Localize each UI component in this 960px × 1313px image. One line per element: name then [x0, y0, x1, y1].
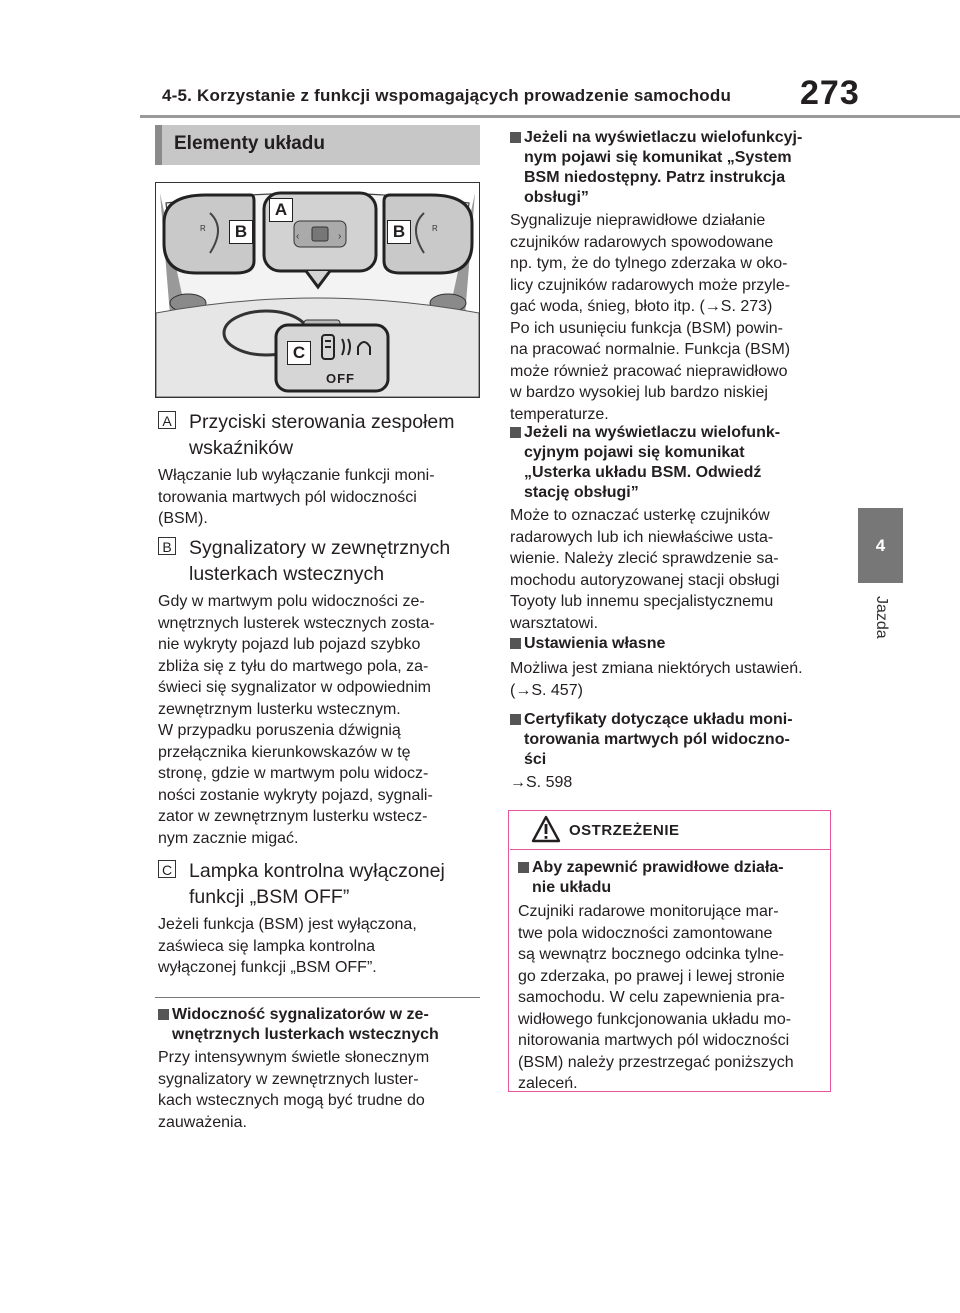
svg-text:‹: ‹: [296, 231, 300, 242]
text-line: zator w zewnętrznym lusterku wstecz-: [158, 808, 428, 825]
chapter-tab: [858, 508, 903, 583]
text-line: Możliwa jest zmiana niektórych ustawień.: [510, 660, 803, 677]
warning-body: [518, 901, 828, 1095]
text-line: BSM niedostępny. Patrz instrukcja: [524, 169, 786, 186]
callout-b-right: B: [387, 220, 411, 244]
callout-a: A: [269, 198, 293, 222]
text-line: warsztatowi.: [510, 614, 599, 632]
text-line: nym zacznie migać.: [158, 829, 299, 847]
page-number: 273: [800, 74, 860, 112]
note-divider: [155, 997, 480, 998]
item-c-body: [158, 914, 480, 979]
note-heading-text: [532, 858, 784, 898]
text-line: gać woda, śnieg, błoto itp. (→S. 273): [510, 298, 773, 315]
text-line: są wewnątrz bocznego odcinka tylne-: [518, 946, 784, 963]
text-line: twe pola widoczności zamontowane: [518, 924, 773, 942]
chapter-label: Jazda: [873, 596, 890, 639]
text-line: może również pracować nieprawidłowo: [510, 362, 788, 380]
dashboard-illustration-svg: [156, 183, 479, 397]
text-line: Jeżeli funkcja (BSM) jest wyłączona,: [158, 916, 417, 933]
warning-title: OSTRZEŻENIE: [569, 822, 680, 839]
text-line: mochodu autoryzowanej stacji obsługi: [510, 571, 780, 589]
text-line: zewnętrznym lusterku wstecznym.: [158, 700, 401, 718]
text-line: go zderzaka, po prawej i lewej stronie: [518, 967, 785, 985]
svg-text:R: R: [432, 224, 438, 233]
text-line: Toyoty lub innemu specjalistycznemu: [510, 593, 774, 610]
item-a-title: Przyciski sterowania zespołem wskaźników: [189, 411, 455, 459]
section-title-bar: [155, 125, 480, 165]
bullet-square-icon: [510, 638, 521, 649]
text-line: Widoczność sygnalizatorów w ze-: [172, 1006, 429, 1023]
bullet-square-icon: [510, 132, 521, 143]
item-a-label: A: [158, 411, 176, 429]
svg-text:›: ›: [338, 231, 342, 242]
text-line: Sygnalizuje nieprawidłowe działanie: [510, 212, 766, 229]
note-custom-settings-body: [510, 658, 832, 701]
text-line: Po ich usunięciu funkcja (BSM) powin-: [510, 319, 784, 337]
note-heading-text: [172, 1005, 439, 1045]
callout-b-left: B: [229, 220, 253, 244]
note-heading-text: [524, 710, 793, 770]
text-line: torowania martwych pól widoczno-: [524, 731, 790, 748]
dashboard-illustration: [155, 182, 480, 398]
text-line: cyjnym pojawi się komunikat: [524, 444, 745, 461]
item-b-label: B: [158, 537, 176, 555]
text-line: ności zostanie wykryty pojazd, sygnali-: [158, 786, 433, 804]
text-line: Ustawienia własne: [524, 635, 666, 652]
text-line: →S. 598: [510, 774, 573, 791]
bullet-square-icon: [510, 427, 521, 438]
note-visibility-body: [158, 1047, 480, 1133]
text-line: zaleceń.: [518, 1075, 578, 1092]
text-line: kach wstecznych mogą być trudne do: [158, 1092, 425, 1109]
text-line: zaświeca się lampka kontrolna: [158, 937, 375, 955]
note-heading-text: [524, 634, 665, 654]
text-line: Jeżeli na wyświetlaczu wielofunkcyj-: [524, 129, 803, 146]
text-line: na pracować normalnie. Funkcja (BSM): [510, 341, 791, 358]
item-a-body: [158, 465, 480, 530]
text-line: zauważenia.: [158, 1113, 247, 1131]
text-line: Włączanie lub wyłączanie funkcji moni-: [158, 467, 435, 484]
text-line: temperaturze.: [510, 405, 609, 423]
section-title: Elementy układu: [174, 133, 325, 154]
bullet-square-icon: [518, 862, 529, 873]
text-line: Certyfikaty dotyczące układu moni-: [524, 711, 793, 728]
text-line: (BSM).: [158, 510, 208, 527]
text-line: Jeżeli na wyświetlaczu wielofunk-: [524, 424, 781, 441]
text-line: Czujniki radarowe monitorujące mar-: [518, 903, 779, 920]
text-line: wnętrznych lusterkach wstecznych: [172, 1026, 439, 1043]
text-line: samochodu. W celu zapewnienia pra-: [518, 989, 785, 1006]
callout-c: C: [287, 341, 311, 365]
text-line: Gdy w martwym polu widoczności ze-: [158, 593, 425, 610]
text-line: w bardzo wysokiej lub bardzo niskiej: [510, 384, 768, 401]
text-line: W przypadku poruszenia dźwignią: [158, 722, 401, 739]
text-line: licy czujników radarowych może przyle-: [510, 276, 791, 294]
text-line: stację obsługi”: [524, 484, 639, 501]
text-line: ści: [524, 751, 547, 768]
text-line: sygnalizatory w zewnętrznych luster-: [158, 1070, 419, 1088]
text-line: nitorowania martwych pól widoczności: [518, 1032, 790, 1049]
text-line: widłowego funkcjonowania układu mo-: [518, 1010, 792, 1028]
text-line: wyłączonej funkcji „BSM OFF”.: [158, 959, 377, 976]
bullet-square-icon: [158, 1009, 169, 1020]
item-c-title: Lampka kontrolna wyłączonej funkcji „BSM OFF”: [189, 860, 445, 908]
text-line: Może to oznaczać usterkę czujników: [510, 507, 770, 524]
note-bsm-fault-body: [510, 505, 832, 634]
svg-text:R: R: [200, 224, 206, 233]
text-line: czujników radarowych spowodowane: [510, 233, 774, 251]
note-heading-text: [524, 128, 802, 208]
text-line: przełącznika kierunkowskazów w tę: [158, 743, 411, 761]
text-line: nym pojawi się komunikat „System: [524, 149, 792, 166]
text-line: torowania martwych pól widoczności: [158, 488, 417, 506]
text-line: nie wykryty pojazd lub pojazd szybko: [158, 636, 421, 653]
bullet-square-icon: [510, 714, 521, 725]
text-line: radarowych lub ich niewłaściwe usta-: [510, 528, 774, 546]
warning-triangle-icon: [531, 815, 561, 843]
item-b-body: [158, 591, 480, 849]
text-line: (BSM) należy przestrzegać poniższych: [518, 1053, 794, 1071]
item-c-label: C: [158, 860, 176, 878]
header-rule: [140, 115, 960, 118]
note-bsm-unavailable-body: [510, 210, 832, 425]
item-b-title: Sygnalizatory w zewnętrznych lusterkach wstecznych: [189, 537, 451, 585]
note-heading-text: [524, 423, 780, 503]
note-certificates-body: [510, 772, 832, 794]
chapter-number: 4: [875, 535, 886, 555]
text-line: wienie. Należy zlecić sprawdzenie sa-: [510, 550, 779, 567]
running-header: 4-5. Korzystanie z funkcji wspomagających prowadzenie samochodu: [162, 86, 732, 105]
text-line: świeci się sygnalizator w odpowiednim: [158, 679, 432, 696]
text-line: nie układu: [532, 879, 612, 896]
text-line: Aby zapewnić prawidłowe działa-: [532, 859, 784, 876]
bsm-off-text: OFF: [326, 371, 355, 386]
text-line: stronę, gdzie w martwym polu widocz-: [158, 765, 429, 782]
text-line: obsługi”: [524, 189, 589, 206]
text-line: np. tym, że do tylnego zderzaka w oko-: [510, 255, 788, 272]
text-line: „Usterka układu BSM. Odwiedź: [524, 464, 762, 481]
text-line: Przy intensywnym świetle słonecznym: [158, 1049, 430, 1066]
text-line: wnętrznych lusterek wstecznych zosta-: [158, 614, 435, 632]
text-line: (→S. 457): [510, 681, 583, 699]
text-line: zbliża się z tyłu do martwego pola, za-: [158, 657, 429, 675]
